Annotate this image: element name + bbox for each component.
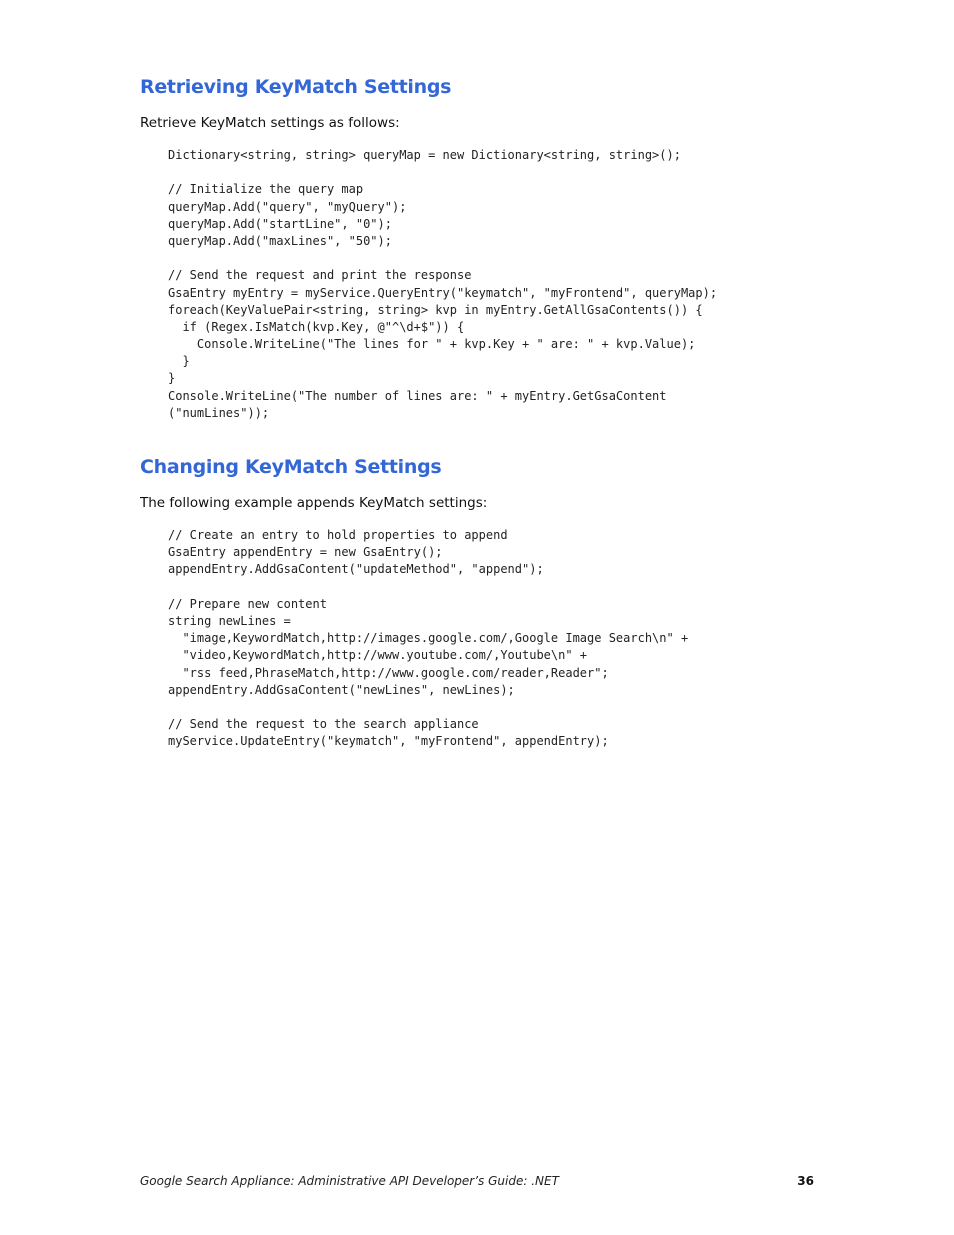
code-block-changing bbox=[168, 527, 688, 750]
code-line: // Initialize the query map bbox=[168, 182, 364, 197]
footer-page-number: 36 bbox=[797, 1174, 814, 1188]
code-line: GsaEntry myEntry = myService.QueryEntry("keymatch", "myFrontend", queryMap); bbox=[168, 285, 718, 300]
section-intro-changing: The following example appends KeyMatch settings: bbox=[140, 495, 488, 511]
code-line: Console.WriteLine("The lines for " + kvp.Key + " are: " + kvp.Value); bbox=[168, 337, 696, 352]
code-line bbox=[168, 699, 688, 716]
code-line: foreach(KeyValuePair<string, string> kvp in myEntry.GetAllGsaContents()) { bbox=[168, 302, 703, 317]
section-heading-changing: Changing KeyMatch Settings bbox=[140, 456, 442, 478]
code-line: "rss feed,PhraseMatch,http://www.google.com/reader,Reader"; bbox=[168, 665, 609, 680]
code-line: queryMap.Add("query", "myQuery"); bbox=[168, 199, 407, 214]
code-line: "image,KeywordMatch,http://images.google.com/,Google Image Search\n" + bbox=[168, 631, 689, 646]
code-line: appendEntry.AddGsaContent("updateMethod", "append"); bbox=[168, 562, 544, 577]
code-line: Console.WriteLine("The number of lines are: " + myEntry.GetGsaContent bbox=[168, 388, 667, 403]
code-line bbox=[168, 164, 717, 181]
code-line: // Send the request to the search appliance bbox=[168, 717, 479, 732]
code-line: "video,KeywordMatch,http://www.youtube.com/,Youtube\n" + bbox=[168, 648, 588, 663]
code-line: ("numLines")); bbox=[168, 405, 270, 420]
code-line bbox=[168, 579, 688, 596]
code-line: GsaEntry appendEntry = new GsaEntry(); bbox=[168, 545, 443, 560]
footer-document-title: Google Search Appliance: Administrative API Developer’s Guide: .NET bbox=[140, 1174, 559, 1188]
code-line: } bbox=[168, 371, 176, 386]
code-line: queryMap.Add("maxLines", "50"); bbox=[168, 233, 392, 248]
code-line: } bbox=[168, 354, 190, 369]
code-line: appendEntry.AddGsaContent("newLines", newLines); bbox=[168, 682, 515, 697]
code-line: queryMap.Add("startLine", "0"); bbox=[168, 216, 392, 231]
code-line: // Prepare new content bbox=[168, 596, 327, 611]
section-heading-retrieving: Retrieving KeyMatch Settings bbox=[140, 76, 452, 98]
code-line: string newLines = bbox=[168, 613, 291, 628]
code-line: // Create an entry to hold properties to append bbox=[168, 528, 508, 542]
code-line: Dictionary<string, string> queryMap = new Dictionary<string, string>(); bbox=[168, 148, 681, 162]
code-line: if (Regex.IsMatch(kvp.Key, @"^\d+$")) { bbox=[168, 319, 465, 334]
code-block-retrieving bbox=[168, 147, 717, 422]
code-line: // Send the request and print the response bbox=[168, 268, 472, 283]
section-intro-retrieving: Retrieve KeyMatch settings as follows: bbox=[140, 115, 400, 131]
code-line bbox=[168, 250, 717, 267]
code-line: myService.UpdateEntry("keymatch", "myFrontend", appendEntry); bbox=[168, 734, 609, 749]
